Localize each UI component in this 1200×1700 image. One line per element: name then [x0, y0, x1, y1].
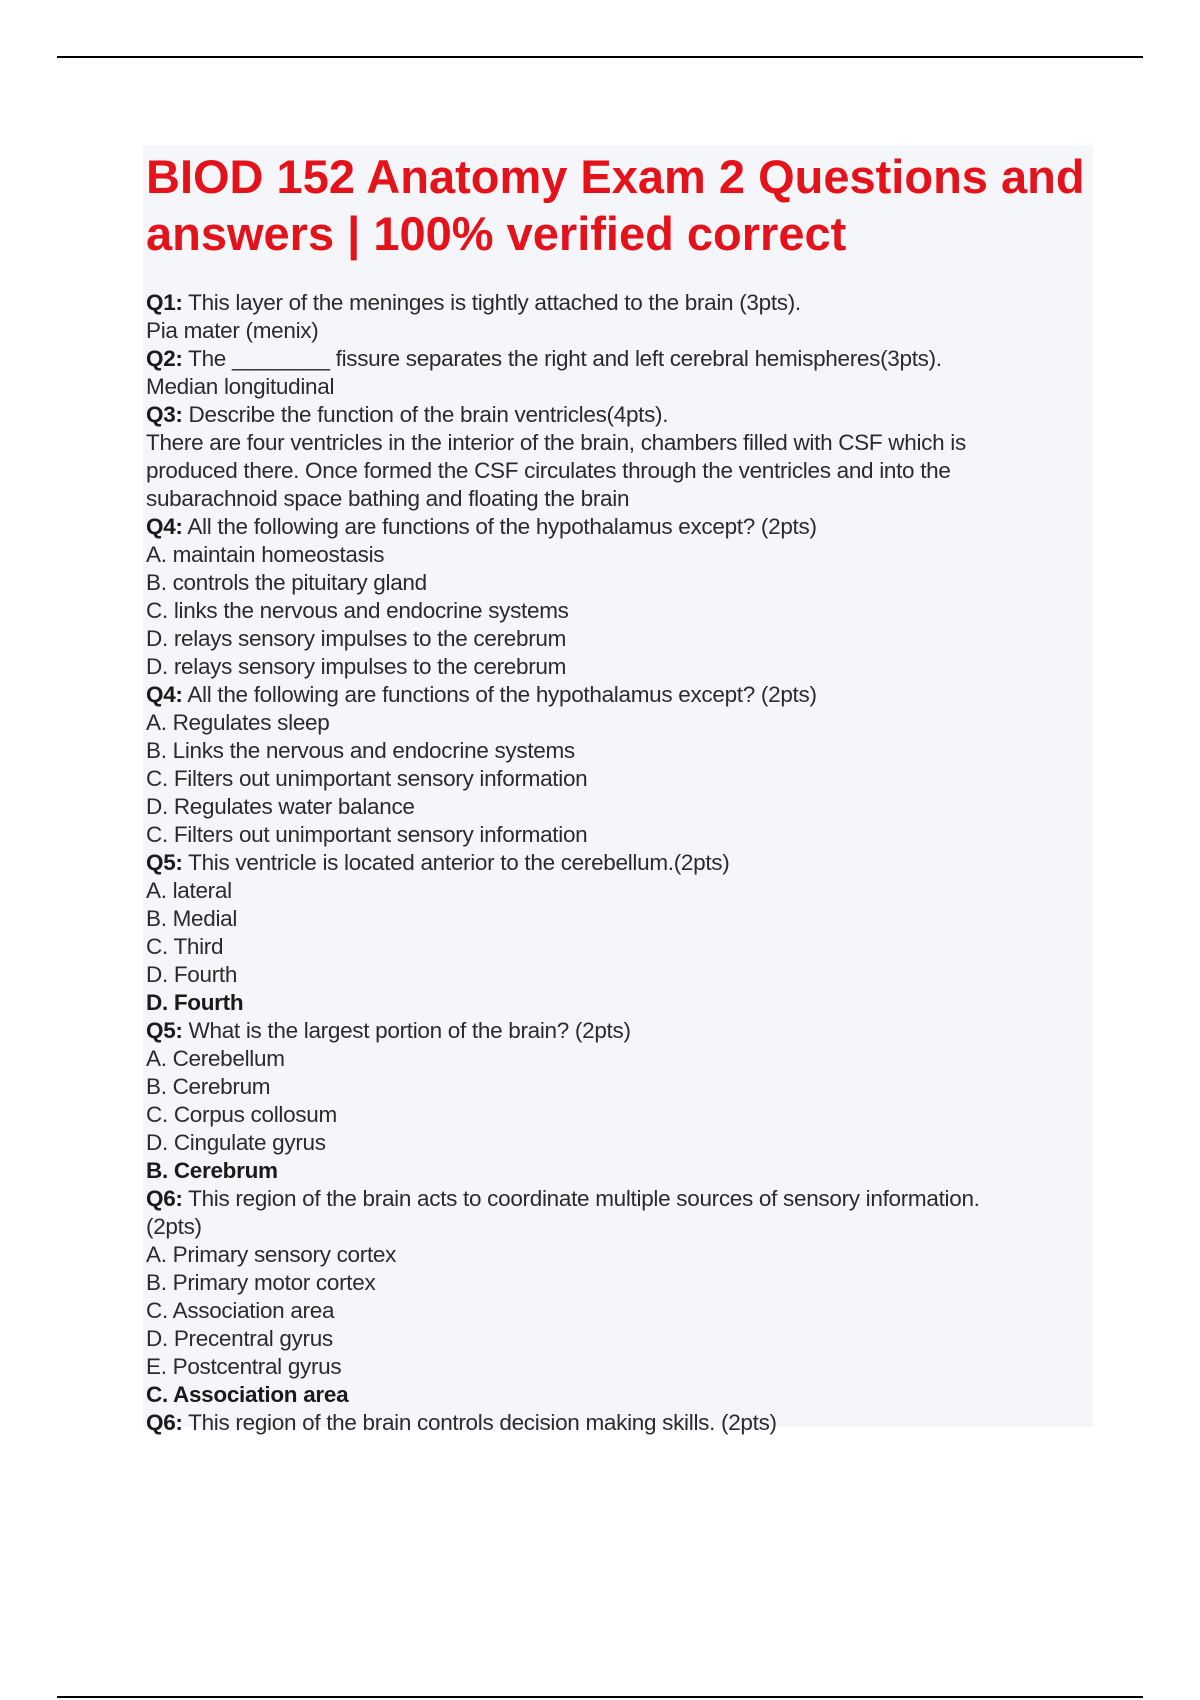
question-line [146, 289, 1091, 317]
answer-line: C. Association area [146, 1298, 335, 1323]
question-text: This ventricle is located anterior to the cerebellum.(2pts) [182, 850, 730, 875]
answer-line: D. Precentral gyrus [146, 1326, 333, 1351]
answer-line: D. Fourth [146, 962, 238, 987]
question-line [146, 1409, 1091, 1437]
answer-line: A. Regulates sleep [146, 710, 330, 735]
question-line [146, 401, 1091, 429]
document-body [146, 148, 1091, 1437]
answer-line: produced there. Once formed the CSF circulates through the ventricles and into the [146, 458, 951, 483]
answer-line: D. relays sensory impulses to the cerebrum [146, 626, 567, 651]
correct-answer: C. Association area [146, 1382, 349, 1407]
document-title: BIOD 152 Anatomy Exam 2 Questions and answers | 100% verified correct [146, 150, 1085, 260]
question-line [146, 681, 1091, 709]
answer-line: B. Primary motor cortex [146, 1270, 376, 1295]
question-number: Q4: [146, 514, 183, 539]
question-text: Describe the function of the brain ventricles(4pts). [182, 402, 669, 427]
question-line [146, 1185, 1091, 1213]
question-text: This region of the brain controls decision making skills. (2pts) [182, 1410, 777, 1435]
correct-answer: B. Cerebrum [146, 1158, 278, 1183]
question-line [146, 513, 1091, 541]
answer-line: Median longitudinal [146, 374, 335, 399]
answer-line: C. Third [146, 934, 224, 959]
question-number: Q6: [146, 1186, 183, 1211]
answer-line: B. Cerebrum [146, 1074, 271, 1099]
question-text: All the following are functions of the hypothalamus except? (2pts) [182, 514, 817, 539]
question-line [146, 345, 1091, 373]
answer-line: A. maintain homeostasis [146, 542, 385, 567]
answer-line: C. Corpus collosum [146, 1102, 337, 1127]
question-number: Q5: [146, 1018, 183, 1043]
answer-line: D. relays sensory impulses to the cerebrum [146, 654, 567, 679]
answer-line: Pia mater (menix) [146, 318, 319, 343]
top-rule [57, 56, 1143, 58]
answer-line: D. Regulates water balance [146, 794, 415, 819]
question-line [146, 849, 1091, 877]
answer-line: (2pts) [146, 1214, 202, 1239]
question-number: Q4: [146, 682, 183, 707]
question-text: The ________ fissure separates the right and left cerebral hemispheres(3pts). [182, 346, 942, 371]
answer-line: C. links the nervous and endocrine systems [146, 598, 569, 623]
answer-line: B. Medial [146, 906, 238, 931]
question-list [146, 289, 1091, 1437]
question-text: What is the largest portion of the brain? (2pts) [182, 1018, 631, 1043]
answer-line: A. Cerebellum [146, 1046, 285, 1071]
question-number: Q5: [146, 850, 183, 875]
answer-line: C. Filters out unimportant sensory information [146, 766, 588, 791]
question-number: Q6: [146, 1410, 183, 1435]
question-text: All the following are functions of the hypothalamus except? (2pts) [182, 682, 817, 707]
question-number: Q1: [146, 290, 183, 315]
question-line [146, 1017, 1091, 1045]
answer-line: D. Cingulate gyrus [146, 1130, 326, 1155]
answer-line: E. Postcentral gyrus [146, 1354, 342, 1379]
answer-line: There are four ventricles in the interior of the brain, chambers filled with CSF which is [146, 430, 966, 455]
answer-line: B. controls the pituitary gland [146, 570, 427, 595]
bottom-rule [57, 1696, 1143, 1698]
answer-line: A. Primary sensory cortex [146, 1242, 397, 1267]
question-number: Q3: [146, 402, 183, 427]
question-number: Q2: [146, 346, 183, 371]
correct-answer: D. Fourth [146, 990, 244, 1015]
answer-line: subarachnoid space bathing and floating the brain [146, 486, 630, 511]
answer-line: A. lateral [146, 878, 232, 903]
answer-line: B. Links the nervous and endocrine systems [146, 738, 575, 763]
answer-line: C. Filters out unimportant sensory information [146, 822, 588, 847]
question-text: This layer of the meninges is tightly attached to the brain (3pts). [182, 290, 801, 315]
question-text: This region of the brain acts to coordinate multiple sources of sensory information. [182, 1186, 980, 1211]
